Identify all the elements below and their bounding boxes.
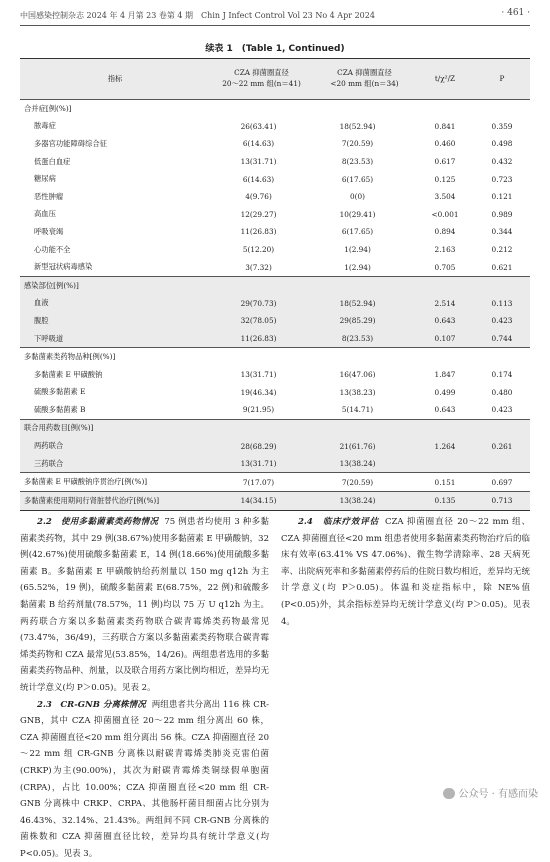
row-label: 三药联合: [20, 455, 210, 473]
row-label: 多黏菌素类药物品种[例(%)]: [20, 348, 210, 366]
group-b-value: 18(52.94): [313, 295, 416, 313]
group-a-value: 19(46.34): [240, 387, 277, 397]
group-a-value: 32(78.05): [210, 312, 313, 330]
statistic-value: 0.460: [434, 139, 456, 149]
p-value: 0.498: [491, 139, 513, 149]
group-a-value: 28(68.29): [210, 437, 313, 455]
header-group-a: CZA 抑菌圈直径 20～22 mm 组(n＝41): [210, 59, 313, 100]
statistic-value: 0.135: [416, 492, 474, 511]
group-a-value: [210, 348, 313, 366]
p-value: [474, 276, 530, 294]
header-rule: [20, 25, 530, 26]
watermark-text: 公众号 · 有感而染: [458, 789, 538, 800]
statistic-value: 2.163: [434, 245, 456, 255]
row-label: 恶性肿瘤: [34, 191, 64, 201]
p-value: 0.723: [491, 174, 513, 184]
p-value: [474, 455, 530, 473]
table-header-row: [20, 59, 530, 100]
group-a-value: 14(34.15): [210, 492, 313, 511]
paragraph-2-4: [281, 514, 530, 630]
body-column-left: [20, 514, 269, 862]
row-label: 多黏菌素 E 甲磺酸钠序贯治疗[例(%)]: [20, 473, 210, 492]
group-a-value: 9(21.95): [242, 405, 275, 415]
group-a-value: 13(31.71): [240, 370, 277, 380]
running-header: [20, 8, 530, 24]
group-b-value: 8(23.53): [341, 157, 374, 167]
header-indicator: 指标: [20, 59, 210, 100]
row-label: 下呼吸道: [20, 330, 210, 348]
results-table: [20, 58, 530, 511]
group-a-value: 6(14.63): [242, 174, 275, 184]
statistic-value: 0.705: [434, 262, 456, 272]
table-row: [20, 153, 530, 171]
p-value: 0.697: [474, 473, 530, 492]
p-value: 0.423: [491, 405, 513, 415]
table-row: [20, 295, 530, 313]
table-title: 续表 1 (Table 1, Continued): [205, 44, 345, 54]
table-row: [20, 241, 530, 259]
wechat-icon: [443, 788, 455, 799]
group-b-value: 18(52.94): [339, 121, 376, 131]
group-a-value: 6(14.63): [242, 139, 275, 149]
group-a-value: 29(70.73): [210, 295, 313, 313]
p-value: [474, 419, 530, 437]
table-row: [20, 330, 530, 348]
p-value: 0.432: [491, 157, 513, 167]
table-section-row: [20, 348, 530, 366]
p-value: 0.174: [491, 370, 513, 380]
p-value: 0.480: [491, 387, 513, 397]
p-value: 0.621: [491, 262, 513, 272]
statistic-value: 1.264: [416, 437, 474, 455]
row-label: 血液: [20, 295, 210, 313]
group-a-value: 12(29.27): [240, 209, 277, 219]
watermark: [443, 785, 538, 800]
table-row: [20, 170, 530, 188]
group-b-value: [313, 100, 416, 118]
row-label: 低蛋白血症: [34, 156, 71, 166]
group-b-value: [313, 348, 416, 366]
p-value: [474, 100, 530, 118]
group-b-value: 0(0): [350, 192, 365, 202]
p-value: 0.713: [474, 492, 530, 511]
group-b-value: 21(61.76): [313, 437, 416, 455]
statistic-value: 0.499: [434, 387, 456, 397]
row-label: 联合用药数目[例(%)]: [20, 419, 210, 437]
table-row: [20, 223, 530, 241]
table-section-row: [20, 473, 530, 492]
section-heading: 2.4 临床疗效评估: [298, 517, 379, 527]
table-row: [20, 188, 530, 206]
table-row: [20, 258, 530, 276]
statistic-value: [416, 455, 474, 473]
group-b-value: 7(20.59): [341, 139, 374, 149]
paragraph-text: 75 例患者均使用 3 种多黏菌素类药物，其中 29 例(38.67%)使用多黏菌素 E 甲磺酸钠，32 例(42.67%)使用硫酸多黏菌素 E，14 例(18.66%)使用硫酸多黏菌素 B。多黏菌素 E 甲磺酸钠给药剂量以 150 mg q12h 为主(65.52%，19 例)，硫酸多黏菌素 E(68.75%，22 例)和硫酸多黏菌素 B 给药剂量(78.57%，11 例)均以 75 万 U q12h 为主。两药联合方案以多黏菌素类药物联合碳青霉烯类药物最常见(73.47%，36/49)，三药联合方案以多黏菌素类药物联合碳青霉烯类药物和 CZA 最常见(53.85%，14/26)。两组患者选用的多黏菌素类药物品种、剂量，以及联合用药方案比例均相近，差异均无统计学意义(均 P＞0.05)。见表 2。: [20, 517, 269, 693]
header-group-b: CZA 抑菌圈直径 <20 mm 组(n＝34): [313, 59, 416, 100]
statistic-value: [416, 348, 474, 366]
statistic-value: 0.643: [434, 405, 456, 415]
group-a-value: [210, 276, 313, 294]
statistic-value: 0.617: [434, 157, 456, 167]
row-label: 合并症[例(%)]: [24, 103, 72, 113]
header-p-value: P: [474, 59, 530, 100]
p-value: 0.261: [474, 437, 530, 455]
row-label: 两药联合: [20, 437, 210, 455]
row-label: 糖尿病: [34, 174, 56, 184]
row-label: 腹腔: [20, 312, 210, 330]
group-a-value: 26(63.41): [240, 121, 277, 131]
group-b-value: 1(2.94): [344, 262, 371, 272]
statistic-value: <0.001: [431, 209, 459, 219]
journal-citation: 中国感染控制杂志 2024 年 4 月第 23 卷第 4 期 Chin J Infect Control Vol 23 No 4 Apr 2024: [20, 11, 375, 20]
statistic-value: 3.504: [434, 192, 456, 202]
group-b-value: 10(29.41): [339, 209, 376, 219]
statistic-value: [416, 419, 474, 437]
statistic-value: 0.894: [434, 227, 456, 237]
p-value: 0.989: [491, 209, 513, 219]
table-row: [20, 118, 530, 136]
section-heading: 2.2 使用多黏菌素类药物情况: [37, 517, 159, 527]
p-value: 0.344: [491, 227, 513, 237]
group-a-value: 13(31.71): [240, 157, 277, 167]
group-a-value: 11(26.83): [210, 330, 313, 348]
section-heading: 2.3 CR-GNB 分离株情况: [37, 699, 146, 710]
statistic-value: 2.514: [416, 295, 474, 313]
group-b-value: 29(85.29): [313, 312, 416, 330]
group-b-value: 13(38.24): [313, 492, 416, 511]
group-b-value: 1(2.94): [344, 245, 371, 255]
group-b-value: [313, 419, 416, 437]
group-b-value: 7(20.59): [313, 473, 416, 492]
p-value: 0.212: [491, 245, 513, 255]
table-row: [20, 135, 530, 153]
table-row: [20, 401, 530, 419]
table-row: [20, 206, 530, 224]
table-row: [20, 437, 530, 455]
p-value: [474, 348, 530, 366]
table-row: [20, 312, 530, 330]
statistic-value: 0.841: [434, 121, 456, 131]
group-a-value: 5(12.20): [242, 245, 275, 255]
group-a-value: 11(26.83): [240, 227, 277, 237]
group-a-value: 3(7.32): [245, 262, 272, 272]
table-row: [20, 455, 530, 473]
group-b-value: 13(38.23): [339, 387, 376, 397]
group-a-value: 4(9.76): [245, 192, 272, 202]
body-column-right: [281, 514, 530, 630]
statistic-value: 0.107: [416, 330, 474, 348]
statistic-value: 1.847: [434, 370, 456, 380]
group-a-value: [210, 419, 313, 437]
statistic-value: 0.151: [416, 473, 474, 492]
group-b-value: 6(17.65): [341, 227, 374, 237]
p-value: 0.744: [474, 330, 530, 348]
table-section-row: [20, 276, 530, 294]
row-label: 硫酸多黏菌素 E: [34, 387, 86, 397]
p-value: 0.113: [474, 295, 530, 313]
table-row: [20, 384, 530, 402]
group-b-value: 6(17.65): [341, 174, 374, 184]
table-section-row: [20, 492, 530, 511]
group-b-value: 5(14.71): [341, 405, 374, 415]
table-section-row: [20, 100, 530, 118]
page-number: · 461 ·: [501, 8, 530, 18]
statistic-value: 0.643: [416, 312, 474, 330]
paragraph-2-3: [20, 697, 269, 862]
group-a-value: 7(17.07): [210, 473, 313, 492]
row-label: 多黏菌素使用期间行肾脏替代治疗[例(%)]: [20, 492, 210, 511]
row-label: 心功能不全: [34, 244, 71, 254]
row-label: 感染部位[例(%)]: [20, 276, 210, 294]
row-label: 高血压: [34, 209, 56, 219]
p-value: 0.423: [474, 312, 530, 330]
group-a-value: 13(31.71): [210, 455, 313, 473]
p-value: 0.121: [491, 192, 513, 202]
row-label: 多器官功能障碍综合征: [34, 138, 107, 148]
statistic-value: [416, 100, 474, 118]
row-label: 硫酸多黏菌素 B: [34, 404, 86, 414]
paragraph-2-2: [20, 514, 269, 697]
statistic-value: [416, 276, 474, 294]
p-value: 0.359: [491, 121, 513, 131]
statistic-value: 0.125: [434, 174, 456, 184]
row-label: 新型冠状病毒感染: [34, 262, 93, 272]
group-b-value: 8(23.53): [313, 330, 416, 348]
table-row: [20, 366, 530, 384]
group-b-value: [313, 276, 416, 294]
row-label: 脓毒症: [34, 121, 56, 131]
group-a-value: [210, 100, 313, 118]
group-b-value: 13(38.24): [313, 455, 416, 473]
header-statistic: t/χ²/Z: [416, 59, 474, 100]
table-section-row: [20, 419, 530, 437]
row-label: 多黏菌素 E 甲磺酸钠: [34, 369, 103, 379]
paragraph-text: 两组患者共分离出 116 株 CR-GNB，其中 CZA 抑菌圈直径 20～22 mm 组分离出 60 株，CZA 抑菌圈直径<20 mm 组分离出 56 株。CZA 抑菌圈直径 20～22 mm 组 CR-GNB 分离株以耐碳青霉烯类肺炎克雷伯菌(CRKP)为主(90.00%)，其次为耐碳青霉烯类铜绿假单胞菌(CRPA)，占比 10.00%；CZA 抑菌圈直径<20 mm 组 CR-GNB 分离株中 CRKP、CRPA、其他肠杆菌目细菌占比分别为 46.43%、32.14%、21.43%。两组间不同 CR-GNB 分离株的菌株数和 CZA 抑菌圈直径比较，差异均具有统计学意义(均 P<0.05)。见表 3。: [20, 699, 269, 859]
group-b-value: 16(47.06): [339, 370, 376, 380]
paragraph-text: CZA 抑菌圈直径 20～22 mm 组、CZA 抑菌圈直径<20 mm 组患者使用多黏菌素类药物治疗后的临床有效率(63.41% VS 47.06%)、微生物学清除率、28 天病死率、出院病死率和多黏菌素停药后的住院日数均相近，差异均无统计学意义(均 P＞0.05)。体温和炎症指标中，除 NE%值(P<0.05)外，其余指标差异均无统计学意义(均 P＞0.05)。见表 4。: [281, 517, 531, 627]
row-label: 呼吸衰竭: [34, 226, 64, 236]
